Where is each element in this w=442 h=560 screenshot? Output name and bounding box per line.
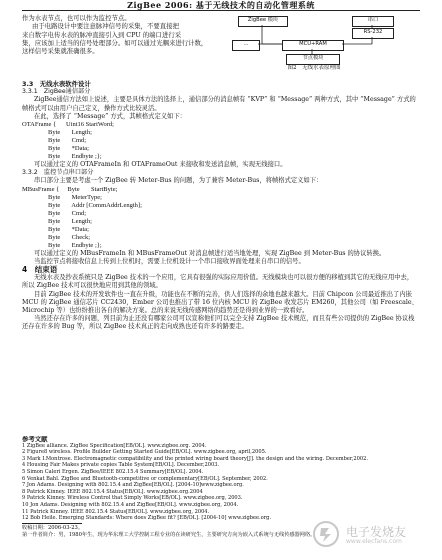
- block-diagram: [232, 16, 396, 68]
- received-date: 收稿日期：2006-03-23。: [22, 525, 84, 531]
- intro-line: 集，应该加上适当的信号处理部分。如可以通过光耦来进行计数，: [22, 38, 208, 47]
- diagram-connectors: [232, 16, 396, 68]
- author-bio: 第一作者简介：男，1980年生，现为华东理工大学控制工程专业的在读研究生，主要研究方向为嵌入式系统与无线传感器网络。: [22, 532, 316, 538]
- paragraph: 当然还存在许多的问题，列目前为止还没有哪家公司可以宣称他们可以完全支持 ZigBee 技术规范，而且有些公司提供的 ZigBee 协议栈还存在许多的 Bug 等，所以 ZigBee 技术真正的走向成熟也还有许多的路要走。: [22, 315, 415, 331]
- section-heading-conclusion: 4 结束语: [22, 265, 58, 275]
- reference-item: 9 Patrick Kinney. Wireless Control that Simply Works[EB/OL]. www.zigbee.org, 2003.: [22, 495, 243, 502]
- reference-item: 7 Jon Adams. Designing with 802.15.4 and ZigBee[EB/OL]. [2004-10]www.zigbee.org.: [22, 482, 244, 489]
- figure-caption: 图2 无线水表原理图: [287, 65, 341, 71]
- reference-item: 11 Patrick Kinney. IEEE 802.15.4 Status[EB/OL]. www.zigbee.org, 2004.: [22, 508, 210, 515]
- code-mbusframe: MBusFrame { Byte StartByte; Byte MeterType; Byte Addr [CommAddrLength]; Byte Cmd; Byte Length; Byte *Data; Byte Check; Byte Endbyte ;};: [22, 185, 142, 249]
- paragraph: 可以通过定义的 OTAFrameIn 和 OTAFrameOut 来接收和发送消息帧，实现无线接口。: [34, 161, 287, 169]
- reference-item: 10 Jon Adams. Designing with 802.15.4 and ZigBee[EB/OL]. www.zigbee.org, 2004.: [22, 501, 239, 508]
- zigbee-module-label: ZigBee 模块: [247, 17, 279, 23]
- sensor-label: ...: [243, 41, 249, 47]
- intro-line: 作为水表节点，也可以作为监控节点。: [22, 14, 131, 22]
- reference-item: 8 Patrick Kinney. IEEE 802.15.4 Status[EB/OL]. www.zigbee.org.2004: [22, 488, 203, 495]
- reference-item: 5 Simon Caleri Ergen. ZigBee/IEEE 802.15.4 Summary[EB/OL]. 2004.: [22, 468, 204, 475]
- paragraph: 在此，选择了 “Message” 方式，其帧格式定义如下：: [34, 112, 186, 120]
- watermark-icon: [312, 520, 342, 548]
- reference-item: 4 Housing Fair Makes private copies Table System[EB/OL]. December,2003.: [22, 462, 220, 469]
- mcu-ram-label: MCU+RAM: [299, 41, 327, 47]
- reference-item: 12 Bob Heile. Emerging Standards: Where does ZigBee fit? [EB/OL]. [2004-10] www.zigbee.org.: [22, 515, 272, 522]
- paragraph: ZigBee通信方法如上说述，主要是具体方法的选择上，通信部分的消息帧有 “KVP” 和 “Message” 两种方式，其中 “Message” 方式的帧格式可以由用户自己定义，操作方式比较灵活。: [22, 96, 416, 112]
- paragraph: 当监控节点将接收信息上传到上位机时，需要上位机设计一个串口接收界面处理来自串口的信号。: [34, 257, 305, 265]
- article-body: [22, 80, 418, 332]
- intro-line: 这样信号采集就准确很多。: [22, 47, 99, 56]
- reference-item: 2 Figure8 wireless. Profile Builder Getting Started Guide[EB/OL]. www.zigbee.org, april,2005.: [22, 449, 267, 456]
- paragraph: 无线水表及抄表系统只是 ZigBee 技术的一个应用，它具有很强的实际应用价值。无线模块也可以很方便的移植到其它的无线应用中去，所以 ZigBee 技术可以很快地应用到其他的领域。: [22, 274, 414, 290]
- watermark-text: 电子发烧友: [346, 525, 407, 539]
- header-rule: [22, 10, 420, 11]
- paragraph: 串口部分主要是考虑一个 ZigBee 转 Meter-Bus 的问题，为了兼容 Meter-Bus，将帧格式定义如下：: [34, 177, 323, 185]
- watermark-url: www.elecfans.com: [346, 538, 402, 545]
- paragraph: 目前 ZigBee 技术的开发软件也一直在升级，功能也在不断的完善，供人们选择的余地也越来越大。目前 Chipcon 公司最近推出了内嵌 MCU 的 ZigBee 通信芯片 CC2430，Ember 公司也推出了带 16 位内核 MCU 的 ZigBee 收发芯片 EM260，其他公司（如 Freescale、Microchip 等）也纷纷推出各自的解决方案。总的来说无线传感网络的趋势还是得到业界的一致看好。: [22, 290, 418, 315]
- running-header: ZigBee 2006: 基于无线技术的自动化管理系统: [127, 0, 315, 10]
- code-otaframe: OTAFrame { Uint16 StartWord; Byte Length; Byte Cmd; Byte *Data; Byte Endbyte ;};: [22, 121, 114, 161]
- subsection-heading: 3.3.1 ZigBee通信部分: [22, 88, 91, 96]
- paragraph: 可以通过定义的 MBusFrameIn 和 MBusFrameOut 对消息帧进行适当地处理，实现 ZigBee 到 Meter-Bus 的协议转换。: [34, 249, 386, 257]
- reference-item: 1 ZigBee alliance. ZigBee Specification[EB/OL]. www.zigbee.org. 2004.: [22, 442, 207, 449]
- references-section: [22, 432, 418, 522]
- reference-item: 3 Mark I.Montrose. Electromagnetic compatibility and the printed wiring board theory[J]. the design and the wiring. December,2002.: [22, 455, 368, 462]
- footnote-rule: [22, 523, 82, 524]
- references-title: 参考文献: [22, 436, 48, 443]
- node-module-label: 节点模块: [302, 55, 324, 61]
- intro-paragraph: [22, 14, 220, 55]
- rs232-label: RS-232: [363, 29, 383, 35]
- watermark-logo: [312, 520, 422, 548]
- reference-item: 6 Venkat Bahl. ZigBee and Bluetooth-competitive or complementary[EB/OL]. September, 2002.: [22, 475, 268, 482]
- subsection-heading: 3.3.2 监控节点串口部分: [22, 169, 94, 177]
- section-heading: 3.3 无线水表软件设计: [22, 80, 91, 88]
- intro-line: 由于电路设计中要注意脉冲信号的采集，不要直接把: [32, 22, 179, 31]
- intro-line: 来自数字电传水表的脉冲直接引入到 CPU 的端口进行采: [22, 30, 182, 39]
- serial-port-label: 串口: [367, 17, 379, 23]
